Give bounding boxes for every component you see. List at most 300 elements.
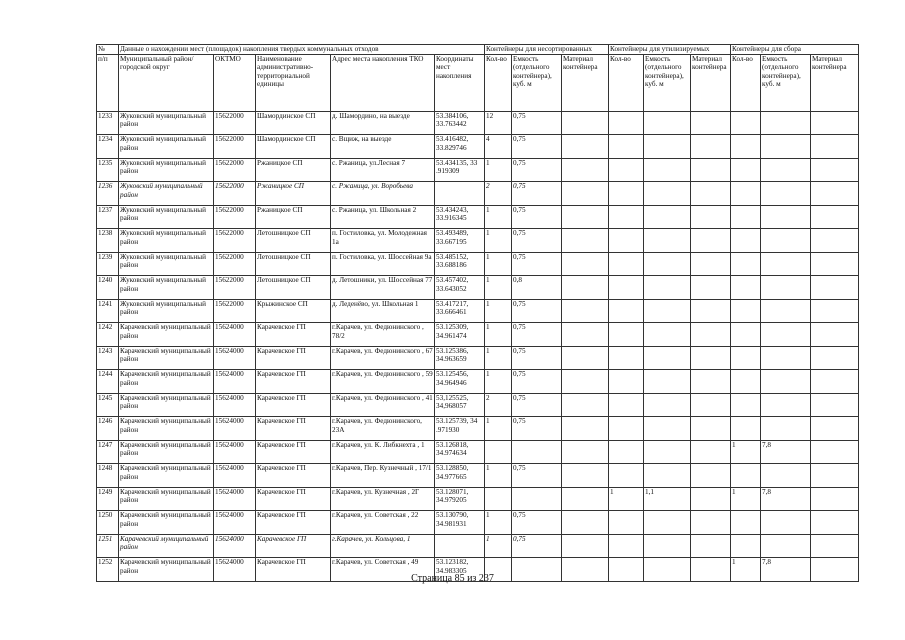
collect-material-cell [811,346,859,370]
recycle-count-cell [609,158,644,182]
collect-material-cell [811,299,859,323]
nonsorted-count-cell: 1 [485,205,512,229]
coords-cell: 53.123182, 34.983305 [435,558,485,582]
district-cell: Жуковский муниципальный район [119,182,214,206]
district-cell: Карачевский муниципальный район [119,370,214,394]
collect-capacity-cell [761,158,811,182]
recycle-capacity-cell [644,111,691,135]
nonsorted-material-cell [562,417,609,441]
district-cell: Карачевский муниципальный район [119,346,214,370]
nonsorted-capacity-cell: 0,75 [512,135,562,159]
header-capacity: Емкость (отдельного контейнера), куб. м [761,54,811,111]
oktmo-cell: 15624000 [214,558,256,582]
nonsorted-material-cell [562,205,609,229]
collect-capacity-cell [761,346,811,370]
coords-cell: 53.125739, 34 .971930 [435,417,485,441]
nonsorted-count-cell: 2 [485,182,512,206]
nonsorted-count-cell [485,440,512,464]
district-cell: Жуковский муниципальный район [119,135,214,159]
recycle-count-cell [609,111,644,135]
recycle-material-cell [691,464,731,488]
nonsorted-count-cell: 1 [485,534,512,558]
territory-cell: Летошницкое СП [256,252,331,276]
nonsorted-capacity-cell: 0,75 [512,393,562,417]
address-cell: д. Леденёво, ул. Школьная 1 [331,299,435,323]
header-capacity: Емкость (отдельного контейнера), куб. м [644,54,691,111]
nonsorted-count-cell: 2 [485,393,512,417]
table-row [97,205,859,229]
recycle-material-cell [691,205,731,229]
collect-count-cell [731,464,761,488]
territory-cell: Карачевское ГП [256,370,331,394]
collect-material-cell [811,205,859,229]
collect-capacity-cell: 7,8 [761,487,811,511]
nonsorted-capacity-cell: 0,75 [512,158,562,182]
recycle-count-cell [609,346,644,370]
collect-capacity-cell [761,534,811,558]
row-number: 1244 [97,370,119,394]
district-cell: Жуковский муниципальный район [119,276,214,300]
collect-count-cell [731,135,761,159]
nonsorted-capacity-cell: 0,75 [512,534,562,558]
collect-count-cell: 1 [731,558,761,582]
header-territory: Наименование административно-территориальной единицы [256,54,331,111]
recycle-count-cell [609,417,644,441]
recycle-material-cell [691,299,731,323]
header-district: Муниципальный район/городской округ [119,54,214,111]
recycle-material-cell [691,534,731,558]
recycle-capacity-cell [644,417,691,441]
recycle-material-cell [691,440,731,464]
collect-material-cell [811,229,859,253]
collect-capacity-cell [761,417,811,441]
row-number: 1242 [97,323,119,347]
nonsorted-count-cell: 1 [485,229,512,253]
collect-material-cell [811,276,859,300]
table-row [97,299,859,323]
recycle-capacity-cell [644,323,691,347]
table-row [97,417,859,441]
collect-capacity-cell [761,252,811,276]
header-capacity: Емкость (отдельного контейнера), куб. м [512,54,562,111]
collect-capacity-cell [761,276,811,300]
nonsorted-count-cell: 12 [485,111,512,135]
coords-cell: 53.125386, 34.963659 [435,346,485,370]
recycle-count-cell [609,276,644,300]
oktmo-cell: 15624000 [214,393,256,417]
collect-capacity-cell [761,511,811,535]
header-pp: п/п [97,54,119,111]
waste-sites-table [96,44,859,582]
nonsorted-material-cell [562,323,609,347]
collect-count-cell: 1 [731,487,761,511]
collect-material-cell [811,370,859,394]
header-count: Кол-во [609,54,644,111]
recycle-capacity-cell [644,393,691,417]
address-cell: п. Гостиловка, ул. Молодежная 1а [331,229,435,253]
row-number: 1238 [97,229,119,253]
nonsorted-material-cell [562,487,609,511]
recycle-material-cell [691,135,731,159]
recycle-material-cell [691,158,731,182]
coords-cell: 53.128071, 34.979205 [435,487,485,511]
coords-cell: 53.416482, 33.829746 [435,135,485,159]
district-cell: Карачевский муниципальный район [119,323,214,347]
recycle-count-cell [609,182,644,206]
row-number: 1233 [97,111,119,135]
oktmo-cell: 15624000 [214,534,256,558]
oktmo-cell: 15622000 [214,135,256,159]
nonsorted-capacity-cell: 0,75 [512,205,562,229]
oktmo-cell: 15622000 [214,276,256,300]
address-cell: г.Карачев, ул. Федюнинского , 59 [331,370,435,394]
collect-count-cell [731,182,761,206]
coords-cell: 53.434243, 33.916345 [435,205,485,229]
collect-material-cell [811,511,859,535]
nonsorted-capacity-cell [512,440,562,464]
oktmo-cell: 15624000 [214,417,256,441]
oktmo-cell: 15622000 [214,182,256,206]
page-number: Страница 85 из 237 [411,573,494,584]
header-group-recycle: Контейнеры для утилизируемых [609,45,731,55]
collect-count-cell [731,534,761,558]
district-cell: Жуковский муниципальный район [119,252,214,276]
row-number: 1252 [97,558,119,582]
territory-cell: Карачевское ГП [256,464,331,488]
nonsorted-material-cell [562,534,609,558]
nonsorted-material-cell [562,346,609,370]
district-cell: Жуковский муниципальный район [119,299,214,323]
nonsorted-count-cell: 1 [485,252,512,276]
address-cell: г.Карачев, ул. Федюнинского , 41 [331,393,435,417]
row-number: 1236 [97,182,119,206]
collect-material-cell [811,135,859,159]
coords-cell: 53.125456, 34.964946 [435,370,485,394]
recycle-count-cell [609,534,644,558]
oktmo-cell: 15622000 [214,229,256,253]
district-cell: Карачевский муниципальный район [119,487,214,511]
recycle-capacity-cell [644,158,691,182]
collect-count-cell [731,346,761,370]
header-count: Кол-во [485,54,512,111]
territory-cell: Карачевское ГП [256,511,331,535]
header-num: № [97,45,119,55]
nonsorted-count-cell [485,487,512,511]
recycle-material-cell [691,252,731,276]
nonsorted-capacity-cell: 0,75 [512,299,562,323]
address-cell: с. Ржаница, ул. Воробьева [331,182,435,206]
territory-cell: Карачевское ГП [256,323,331,347]
recycle-count-cell [609,135,644,159]
recycle-capacity-cell [644,464,691,488]
row-number: 1251 [97,534,119,558]
address-cell: г.Карачев, ул. Федюнинского , 78/2 [331,323,435,347]
coords-cell [435,182,485,206]
address-cell: г.Карачев, ул. Кузнечная , 2Г [331,487,435,511]
recycle-count-cell [609,440,644,464]
collect-count-cell [731,158,761,182]
recycle-material-cell [691,511,731,535]
row-number: 1246 [97,417,119,441]
collect-material-cell [811,158,859,182]
recycle-material-cell [691,393,731,417]
recycle-count-cell [609,464,644,488]
collect-count-cell [731,299,761,323]
oktmo-cell: 15624000 [214,511,256,535]
header-group-collect: Контейнеры для сбора [731,45,859,55]
territory-cell: Ржаницкое СП [256,158,331,182]
nonsorted-capacity-cell [512,487,562,511]
collect-capacity-cell [761,111,811,135]
recycle-capacity-cell [644,276,691,300]
table-row [97,182,859,206]
address-cell: д. Летошники, ул. Шоссейная 77 [331,276,435,300]
nonsorted-material-cell [562,182,609,206]
header-group-nonsorted: Контейнеры для несортированных [485,45,609,55]
collect-count-cell [731,276,761,300]
row-number: 1240 [97,276,119,300]
oktmo-cell: 15622000 [214,205,256,229]
collect-capacity-cell [761,205,811,229]
collect-material-cell [811,323,859,347]
collect-capacity-cell [761,135,811,159]
collect-count-cell [731,111,761,135]
table-row [97,135,859,159]
district-cell: Карачевский муниципальный район [119,558,214,582]
address-cell: г.Карачев, ул. Советская , 49 [331,558,435,582]
header-material: Материал контейнера [691,54,731,111]
collect-material-cell [811,111,859,135]
recycle-material-cell [691,276,731,300]
recycle-material-cell [691,370,731,394]
collect-material-cell [811,182,859,206]
nonsorted-material-cell [562,276,609,300]
collect-capacity-cell [761,323,811,347]
district-cell: Жуковский муниципальный район [119,111,214,135]
row-number: 1247 [97,440,119,464]
row-number: 1248 [97,464,119,488]
table-row [97,440,859,464]
nonsorted-count-cell: 1 [485,511,512,535]
coords-cell: 53.130790, 34.981931 [435,511,485,535]
address-cell: д. Шамордино, на выезде [331,111,435,135]
nonsorted-capacity-cell: 0,75 [512,464,562,488]
collect-count-cell [731,393,761,417]
collect-count-cell [731,323,761,347]
recycle-capacity-cell [644,534,691,558]
address-cell: г.Карачев, ул. К. Либкнехта , 1 [331,440,435,464]
nonsorted-material-cell [562,158,609,182]
recycle-material-cell [691,111,731,135]
nonsorted-capacity-cell: 0,75 [512,182,562,206]
recycle-capacity-cell [644,182,691,206]
oktmo-cell: 15624000 [214,323,256,347]
coords-cell: 53.457402, 33.643052 [435,276,485,300]
collect-capacity-cell [761,182,811,206]
recycle-count-cell [609,299,644,323]
table-row [97,393,859,417]
collect-count-cell [731,511,761,535]
nonsorted-count-cell: 1 [485,370,512,394]
table-row [97,158,859,182]
nonsorted-count-cell: 1 [485,323,512,347]
coords-cell: 53.417217, 33.666461 [435,299,485,323]
collect-capacity-cell [761,370,811,394]
header-row-columns [97,54,859,111]
table-row [97,464,859,488]
row-number: 1249 [97,487,119,511]
table-row [97,346,859,370]
territory-cell: Карачевское ГП [256,487,331,511]
table-row [97,252,859,276]
table-row [97,323,859,347]
nonsorted-count-cell: 4 [485,135,512,159]
coords-cell: 53.126818, 34.974634 [435,440,485,464]
nonsorted-material-cell [562,440,609,464]
collect-count-cell [731,252,761,276]
oktmo-cell: 15624000 [214,370,256,394]
address-cell: г.Карачев, Пер. Кузнечный , 17/1 [331,464,435,488]
recycle-count-cell [609,511,644,535]
address-cell: г.Карачев, ул. Федюнинского, 23А [331,417,435,441]
collect-material-cell [811,393,859,417]
territory-cell: Карачевское ГП [256,534,331,558]
coords-cell: 53.384106, 33.763442 [435,111,485,135]
recycle-capacity-cell [644,205,691,229]
nonsorted-material-cell [562,393,609,417]
nonsorted-capacity-cell: 0,75 [512,417,562,441]
nonsorted-count-cell: 1 [485,417,512,441]
collect-count-cell [731,229,761,253]
nonsorted-material-cell [562,135,609,159]
territory-cell: Карачевское ГП [256,346,331,370]
nonsorted-material-cell [562,299,609,323]
recycle-material-cell [691,346,731,370]
recycle-material-cell [691,323,731,347]
collect-capacity-cell: 7,8 [761,440,811,464]
oktmo-cell: 15622000 [214,299,256,323]
oktmo-cell: 15624000 [214,464,256,488]
nonsorted-count-cell: 1 [485,276,512,300]
district-cell: Жуковский муниципальный район [119,205,214,229]
recycle-material-cell [691,229,731,253]
territory-cell: Шамординское СП [256,135,331,159]
header-material: Материал контейнера [811,54,859,111]
header-oktmo: ОКТМО [214,54,256,111]
header-material: Материал контейнера [562,54,609,111]
collect-capacity-cell: 7,8 [761,558,811,582]
recycle-capacity-cell [644,135,691,159]
district-cell: Карачевский муниципальный район [119,464,214,488]
coords-cell: 53.125309, 34.961474 [435,323,485,347]
nonsorted-material-cell [562,229,609,253]
nonsorted-capacity-cell: 0,75 [512,370,562,394]
nonsorted-count-cell: 1 [485,299,512,323]
recycle-count-cell [609,393,644,417]
recycle-capacity-cell [644,252,691,276]
district-cell: Жуковский муниципальный район [119,229,214,253]
recycle-capacity-cell [644,440,691,464]
territory-cell: Карачевское ГП [256,558,331,582]
collect-count-cell [731,205,761,229]
row-number: 1237 [97,205,119,229]
collect-material-cell [811,464,859,488]
nonsorted-capacity-cell: 0,75 [512,229,562,253]
collect-count-cell [731,370,761,394]
nonsorted-count-cell: 1 [485,158,512,182]
nonsorted-material-cell [562,111,609,135]
district-cell: Карачевский муниципальный район [119,511,214,535]
row-number: 1243 [97,346,119,370]
oktmo-cell: 15624000 [214,487,256,511]
address-cell: г.Карачев, ул. Кольцова, 1 [331,534,435,558]
nonsorted-material-cell [562,464,609,488]
district-cell: Карачевский муниципальный район [119,417,214,441]
coords-cell: 53.128850, 34.977665 [435,464,485,488]
header-group-main: Данные о нахождении мест (площадок) накопления твердых коммунальных отходов [119,45,485,55]
recycle-material-cell [691,487,731,511]
nonsorted-capacity-cell: 0,75 [512,111,562,135]
nonsorted-capacity-cell: 0,75 [512,346,562,370]
district-cell: Карачевский муниципальный район [119,393,214,417]
collect-material-cell [811,440,859,464]
coords-cell: 53.485152, 33.688186 [435,252,485,276]
recycle-capacity-cell: 1,1 [644,487,691,511]
collect-capacity-cell [761,464,811,488]
recycle-count-cell [609,252,644,276]
recycle-capacity-cell [644,511,691,535]
row-number: 1239 [97,252,119,276]
row-number: 1235 [97,158,119,182]
recycle-capacity-cell [644,346,691,370]
nonsorted-capacity-cell: 0,75 [512,511,562,535]
table-row [97,370,859,394]
recycle-count-cell [609,205,644,229]
nonsorted-capacity-cell: 0,75 [512,323,562,347]
collect-capacity-cell [761,299,811,323]
address-cell: с. Ржаница, ул.Лесная 7 [331,158,435,182]
header-address: Адрес места накопления ТКО [331,54,435,111]
recycle-count-cell [609,229,644,253]
recycle-material-cell [691,417,731,441]
territory-cell: Ржаницкое СП [256,205,331,229]
coords-cell [435,534,485,558]
coords-cell: 53.493489, 33.667195 [435,229,485,253]
collect-capacity-cell [761,229,811,253]
table-row [97,511,859,535]
address-cell: г.Карачев, ул. Советская , 22 [331,511,435,535]
coords-cell: 53,125525, 34,968057 [435,393,485,417]
nonsorted-count-cell: 1 [485,346,512,370]
recycle-capacity-cell [644,370,691,394]
territory-cell: Шамординское СП [256,111,331,135]
nonsorted-material-cell [562,252,609,276]
row-number: 1250 [97,511,119,535]
address-cell: с. Вщиж, на выезде [331,135,435,159]
table-row [97,276,859,300]
collect-capacity-cell [761,393,811,417]
collect-count-cell [731,417,761,441]
recycle-capacity-cell [644,299,691,323]
district-cell: Карачевский муниципальный район [119,440,214,464]
oktmo-cell: 15622000 [214,158,256,182]
header-row-groups [97,45,859,55]
nonsorted-material-cell [562,511,609,535]
district-cell: Карачевский муниципальный район [119,534,214,558]
coords-cell: 53.434135, 33 .919309 [435,158,485,182]
recycle-capacity-cell [644,229,691,253]
table-row [97,111,859,135]
